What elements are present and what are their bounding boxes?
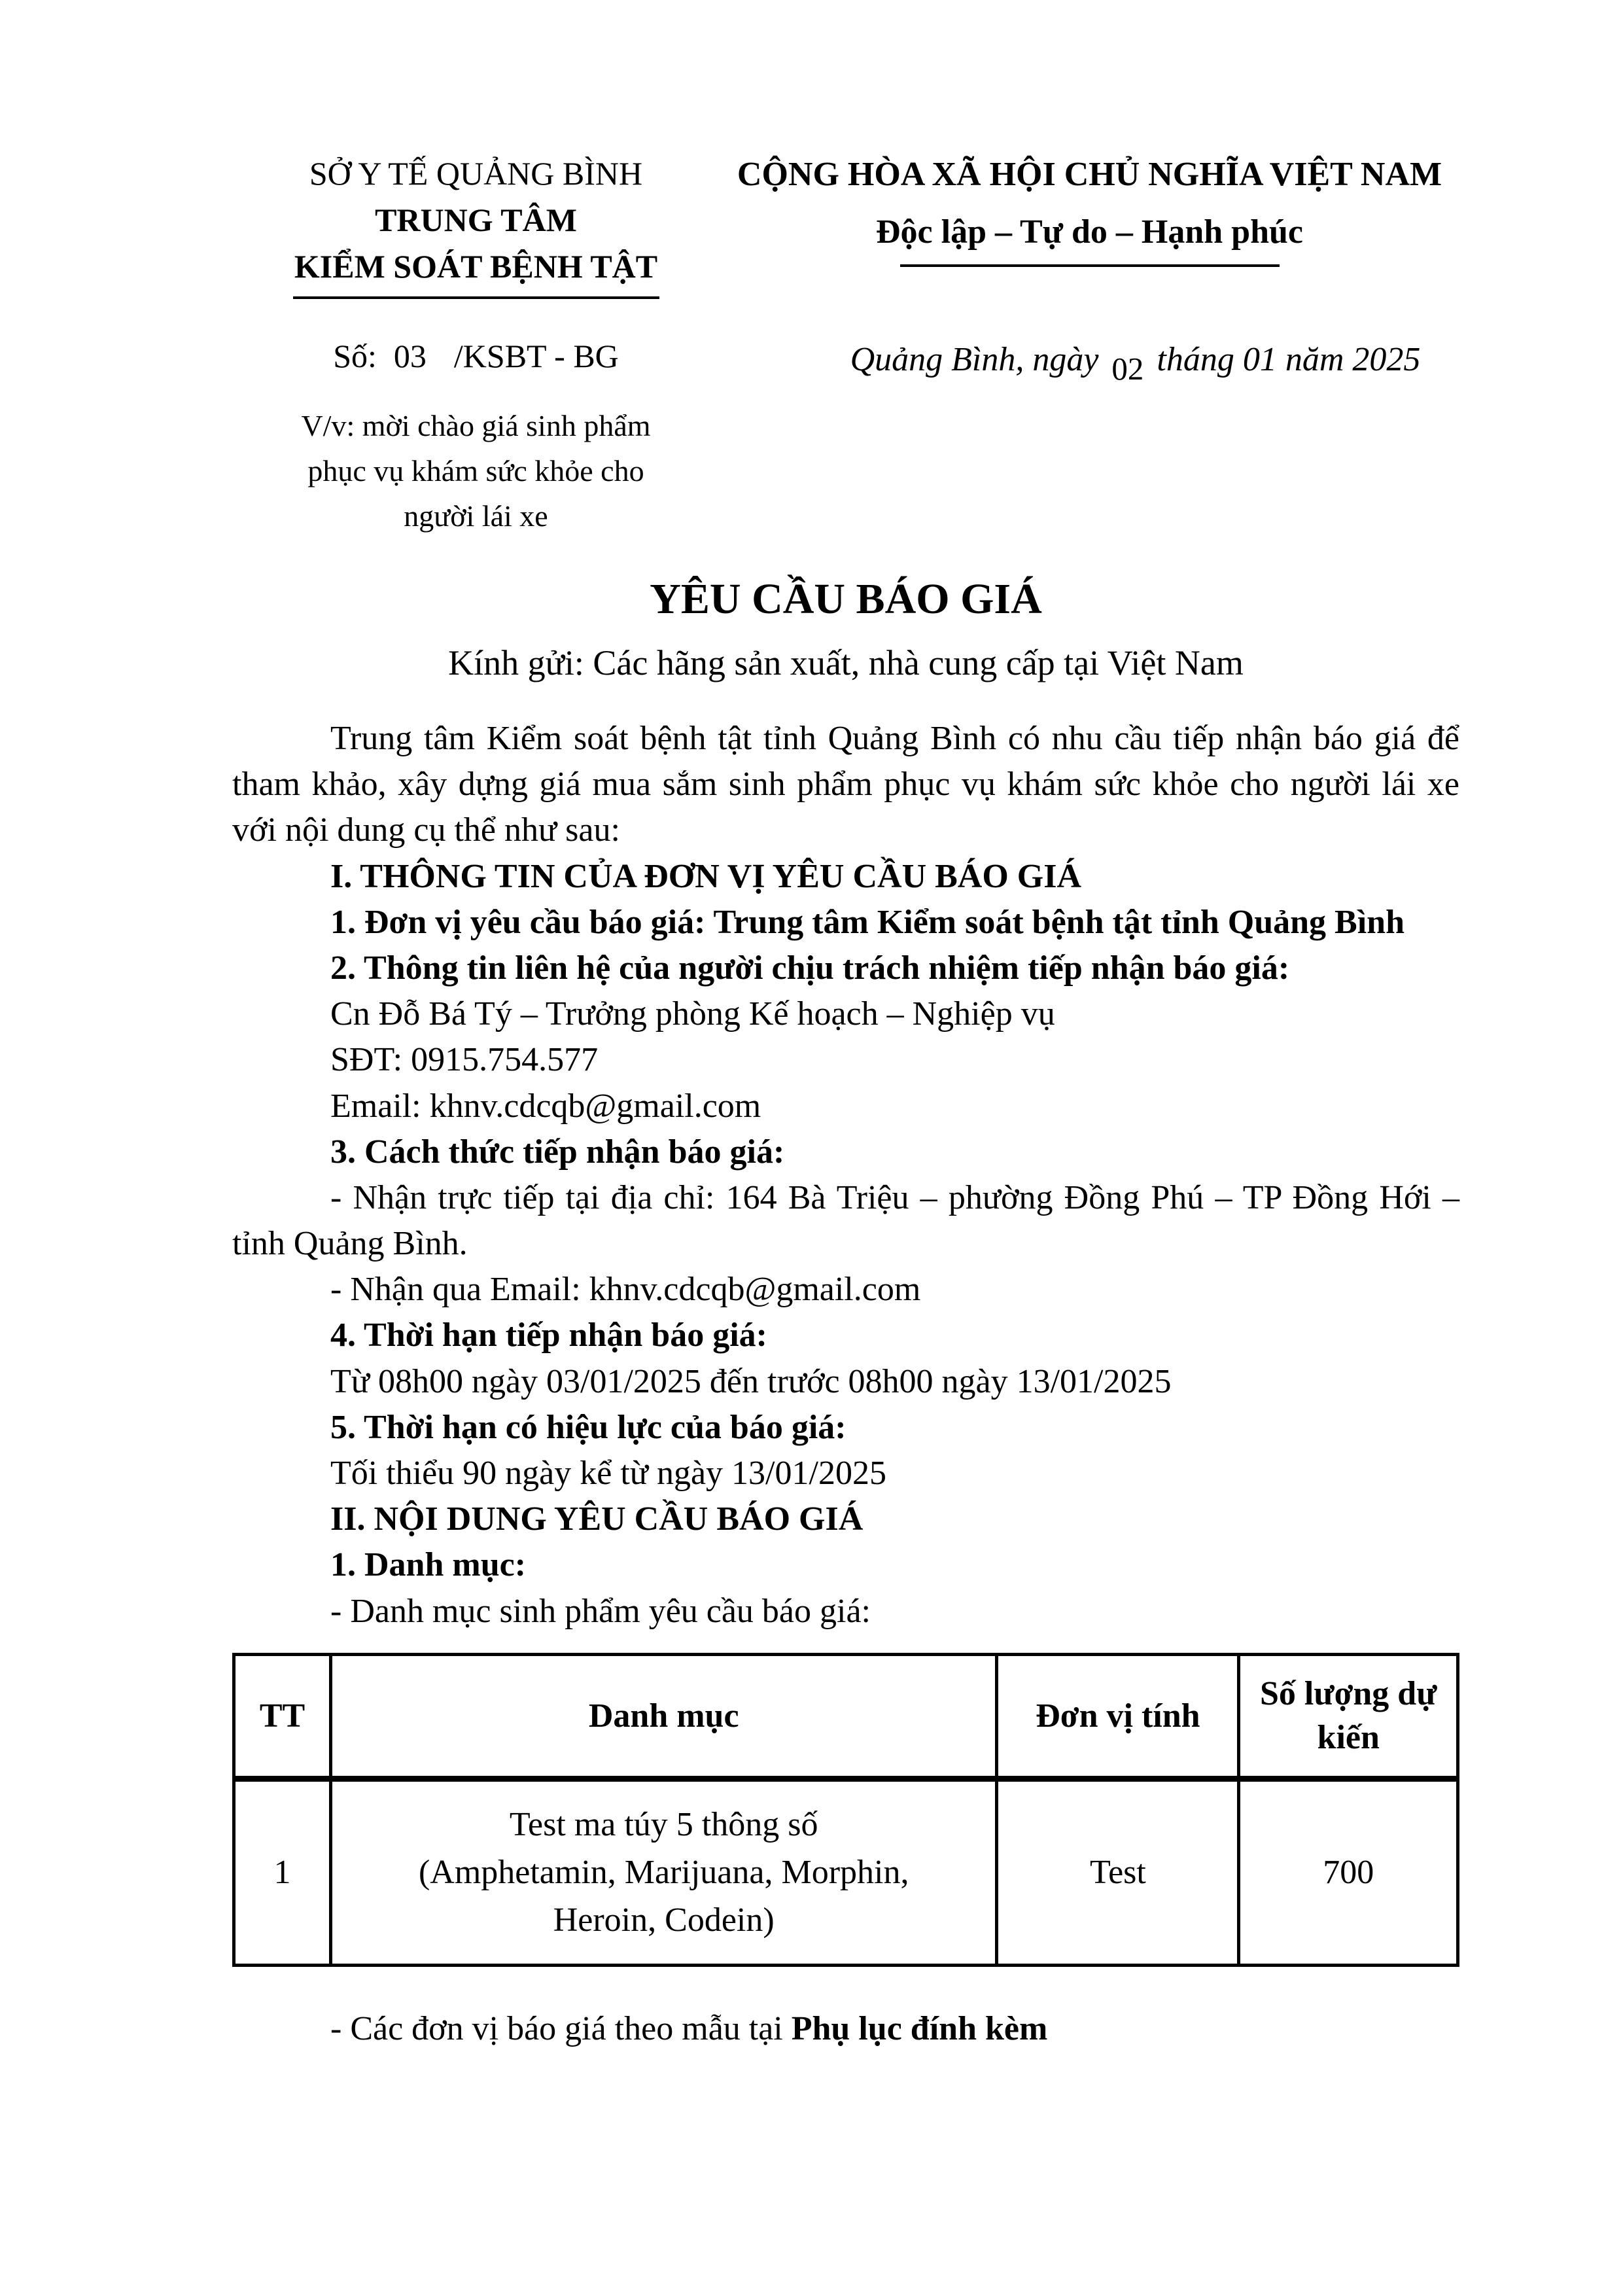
column-header-so-luong: Số lượng dự kiến <box>1239 1654 1458 1778</box>
issuing-org-block <box>232 150 720 539</box>
national-header-block <box>720 150 1459 387</box>
document-number-suffix: /KSBT - BG <box>453 338 619 374</box>
receive-direct-line: - Nhận trực tiếp tại địa chỉ: 164 Bà Triệu – phường Đồng Phú – TP Đồng Hới – tỉnh Quảng Bình. <box>232 1178 1459 1263</box>
column-header-don-vi-tinh: Đơn vị tính <box>997 1654 1239 1778</box>
item-name-line: Heroin, Codein) <box>553 1901 775 1939</box>
cell-quantity: 700 <box>1239 1778 1458 1965</box>
appendix-note-bold: Phụ lục đính kèm <box>791 2010 1048 2048</box>
section-1-item-5-heading: 5. Thời hạn có hiệu lực của báo giá: <box>330 1408 846 1446</box>
column-header-danh-muc: Danh mục <box>331 1654 997 1778</box>
section-2-heading: II. NỘI DUNG YÊU CẦU BÁO GIÁ <box>330 1500 864 1538</box>
intro-paragraph: Trung tâm Kiểm soát bệnh tật tỉnh Quảng Bình có nhu cầu tiếp nhận báo giá để tham khảo, xây dựng giá mua sắm sinh phẩm phục vụ khám sức khỏe cho người lái xe với nội dung cụ thể như sau: <box>232 720 1459 849</box>
appendix-note-prefix: - Các đơn vị báo giá theo mẫu tại <box>330 2010 792 2048</box>
item-name-line: Test ma túy 5 thông số <box>509 1805 818 1843</box>
subject-line: người lái xe <box>404 499 548 533</box>
document-number-value: 03 <box>393 338 427 374</box>
org-underline-rule <box>293 296 659 299</box>
place-date-prefix: Quảng Bình, ngày <box>850 340 1099 378</box>
republic-name-line: CỘNG HÒA XÃ HỘI CHỦ NGHĨA VIỆT NAM <box>737 156 1442 193</box>
motto-underline-rule <box>900 264 1280 267</box>
item-name-line: (Amphetamin, Marijuana, Morphin, <box>418 1853 909 1891</box>
subject-line: V/v: mời chào giá sinh phẩm <box>301 409 651 442</box>
column-header-tt: TT <box>234 1654 331 1778</box>
place-date-suffix: tháng 01 năm 2025 <box>1157 340 1421 378</box>
org-name-line-2: KIỂM SOÁT BỆNH TẬT <box>294 248 658 285</box>
section-2-item-1-heading: 1. Danh mục: <box>330 1546 527 1584</box>
place-and-date-line <box>720 336 1459 387</box>
document-number <box>232 333 720 380</box>
cell-unit: Test <box>997 1778 1239 1965</box>
date-day-value: 02 <box>1111 350 1144 387</box>
appendix-note <box>232 2006 1459 2052</box>
validity-line: Tối thiểu 90 ngày kể từ ngày 13/01/2025 <box>330 1455 886 1492</box>
recipient-line: Kính gửi: Các hãng sản xuất, nhà cung cấp tại Việt Nam <box>448 643 1244 682</box>
document-subject <box>232 403 720 539</box>
items-table-header-row <box>234 1654 1458 1778</box>
national-motto-line: Độc lập – Tự do – Hạnh phúc <box>876 213 1303 251</box>
receive-email-line: - Nhận qua Email: khnv.cdcqb@gmail.com <box>330 1271 921 1309</box>
page-title: YÊU CẦU BÁO GIÁ <box>650 575 1042 623</box>
cell-item-name <box>331 1778 997 1965</box>
parent-org-name: SỞ Y TẾ QUẢNG BÌNH <box>309 155 643 192</box>
org-name-line-1: TRUNG TÂM <box>375 202 577 238</box>
subject-line: phục vụ khám sức khỏe cho <box>307 454 644 487</box>
contact-phone-line: SĐT: 0915.754.577 <box>330 1041 599 1079</box>
table-intro-line: - Danh mục sinh phẩm yêu cầu báo giá: <box>330 1592 871 1630</box>
section-1-item-1: 1. Đơn vị yêu cầu báo giá: Trung tâm Kiểm soát bệnh tật tỉnh Quảng Bình <box>330 903 1405 941</box>
section-1-item-4-heading: 4. Thời hạn tiếp nhận báo giá: <box>330 1316 767 1354</box>
items-table <box>232 1653 1459 1968</box>
document-header <box>232 150 1459 539</box>
table-row <box>234 1778 1458 1965</box>
receive-deadline-line: Từ 08h00 ngày 03/01/2025 đến trước 08h00 ngày 13/01/2025 <box>330 1362 1172 1400</box>
section-1-item-2-heading: 2. Thông tin liên hệ của người chịu trách nhiệm tiếp nhận báo giá: <box>330 949 1290 987</box>
section-1-heading: I. THÔNG TIN CỦA ĐƠN VỊ YÊU CẦU BÁO GIÁ <box>330 857 1082 895</box>
contact-email-line: Email: khnv.cdcqb@gmail.com <box>330 1087 761 1125</box>
cell-tt: 1 <box>234 1778 331 1965</box>
contact-name-line: Cn Đỗ Bá Tý – Trưởng phòng Kế hoạch – Nghiệp vụ <box>330 995 1055 1033</box>
document-number-label: Số: <box>333 338 377 374</box>
section-1-item-3-heading: 3. Cách thức tiếp nhận báo giá: <box>330 1133 785 1171</box>
